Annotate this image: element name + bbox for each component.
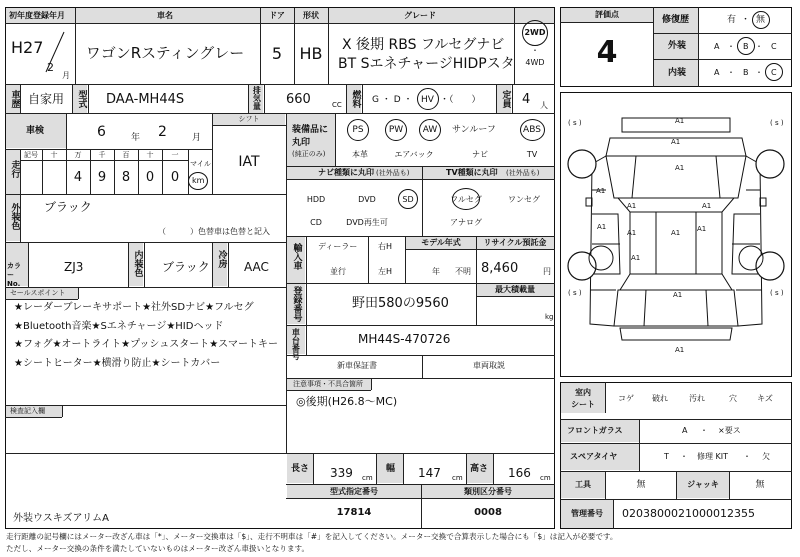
exterior-dot-2: ・	[755, 42, 763, 51]
divider	[421, 484, 422, 529]
tv-oneseg: ワンセグ	[508, 195, 540, 204]
management-number: 0203800021000012355	[622, 507, 755, 520]
divider	[639, 419, 640, 443]
divider	[403, 453, 404, 484]
type-number: 17814	[336, 507, 372, 518]
divider	[5, 242, 286, 243]
divider	[20, 84, 21, 113]
sheet-opt-1: コゲ	[618, 394, 634, 403]
mileage-digit-header: 十	[50, 151, 58, 159]
divider	[228, 242, 229, 287]
divider	[362, 84, 363, 113]
divider	[306, 236, 307, 283]
inspection-year-unit: 年	[131, 133, 141, 143]
damage-mark: A1	[627, 229, 637, 237]
exterior-c: C	[771, 42, 777, 51]
spare-dot-2: ・	[743, 452, 751, 461]
divider	[286, 355, 555, 356]
height-label: 高さ	[470, 464, 489, 474]
tv-title: TV種類に丸印	[446, 168, 498, 177]
tv-fullseg: フルセグ	[450, 195, 482, 204]
mileage-digit-header: 千	[98, 151, 106, 159]
mileage-digit-header: 十	[146, 151, 154, 159]
equip-aw: AW	[422, 125, 438, 135]
divider	[653, 33, 792, 34]
divider	[78, 287, 79, 299]
mileage-digit-header: 記号	[24, 151, 38, 159]
divider	[328, 8, 329, 84]
equip-navi: ナビ	[472, 150, 488, 159]
divider	[560, 22, 653, 23]
mileage-unit-km: km	[192, 176, 205, 185]
equip-airbag: エアバック	[394, 150, 434, 159]
tv-sub: (社外品も)	[506, 169, 540, 177]
rating-score: 4	[596, 35, 618, 70]
divider	[286, 179, 555, 180]
recycle-amount: 8,460	[481, 261, 519, 276]
recycle-yen: 円	[543, 267, 551, 276]
shape-label: 形状	[303, 11, 319, 20]
windshield-label: フロントガラス	[567, 426, 623, 435]
model-code: DAA-MH44S	[106, 92, 185, 107]
divider	[729, 471, 730, 499]
divider	[294, 8, 295, 84]
shape: HB	[299, 44, 323, 63]
doc-warranty: 新車保証書	[337, 361, 377, 370]
color-code-label: カラーNo.	[7, 262, 21, 289]
usage-label: 車歴	[9, 90, 20, 108]
repair-dot: ・	[741, 15, 751, 25]
chassis-label: 車台番号	[291, 328, 301, 360]
max-load-unit: kg	[545, 313, 554, 321]
divider	[512, 84, 513, 113]
notes-value: ◎後期(H26.8～MC)	[296, 395, 398, 408]
exterior-label: 外装	[668, 41, 687, 51]
divider	[20, 149, 21, 194]
divider	[162, 149, 163, 194]
fuel-label: 燃料	[350, 90, 361, 108]
notes-label: 注意事項・不具合箇所	[293, 380, 363, 388]
mileage-digit: 8	[121, 170, 131, 185]
damage-mark: A1	[697, 225, 707, 233]
inspector-label: 検査記入欄	[10, 407, 45, 415]
shift-label: シフト	[238, 115, 260, 123]
interior-color: ブラック	[162, 260, 210, 274]
divider	[605, 471, 606, 499]
jack-label: ジャッキ	[687, 480, 719, 489]
mileage-digit: 0	[145, 170, 155, 185]
capacity: 4	[522, 92, 531, 107]
car-name-label: 車名	[157, 11, 173, 20]
ac-label: 冷房	[216, 250, 227, 268]
damage-mark: A1	[675, 117, 685, 125]
damage-mark: A1	[702, 202, 712, 210]
exterior-dot-1: ・	[727, 42, 735, 51]
sales-line-4: ★シートヒーター★横滑り防止★シートカバー	[14, 358, 221, 369]
interior-color-label: 内装色	[132, 250, 143, 277]
divider	[286, 390, 371, 391]
inspection-month: 2	[158, 124, 167, 140]
footer-line-1: 走行距離の記号欄にはメーター改ざん車は「*」、メーター交換車は「$」、走行不明車は「#」を記入してください。メーター交換で合算表示した場合にも「$」は記入が必要です。	[6, 532, 618, 541]
divider	[66, 113, 67, 149]
car-name: ワゴンRスティングレー	[85, 44, 245, 62]
model-label: 型式	[76, 90, 87, 108]
divider	[264, 84, 265, 113]
windshield-a: A	[682, 426, 688, 435]
divider	[493, 453, 494, 484]
doors-label: ドア	[269, 11, 285, 20]
equipment-label-3: (純正のみ)	[292, 150, 326, 158]
usage-value: 自家用	[28, 92, 65, 106]
mileage-digit: 0	[170, 170, 180, 185]
doc-manual: 車両取説	[473, 361, 505, 370]
import-dealer: ディーラー	[318, 242, 358, 251]
shift-value: IAT	[238, 154, 260, 170]
mileage-digit-header: 百	[122, 151, 130, 159]
spare-label: スペアタイヤ	[570, 452, 618, 461]
tools-label: 工具	[575, 480, 591, 489]
first-reg-label: 初年度登録年月	[9, 11, 65, 20]
color-label: 外装色	[9, 203, 20, 230]
fuel-other: ・（ ）	[440, 95, 481, 105]
equip-leather: 本革	[352, 150, 368, 159]
type-number-label: 型式指定番号	[330, 487, 378, 496]
drive-dot: ・	[531, 46, 539, 55]
divider	[5, 453, 286, 454]
windshield-dot: ・	[700, 426, 708, 435]
inspection-month-unit: 月	[192, 133, 202, 143]
color-note: （ ）色替車は色替と記入	[158, 227, 270, 236]
divider	[5, 149, 212, 150]
spare-t: T	[664, 452, 669, 461]
equip-abs: ABS	[523, 125, 541, 135]
footer-line-2: ただし、メーター交換の条件を満たしていないものはメーター改ざん車扱いとなります。	[6, 544, 310, 553]
mileage-digit-header: 一	[171, 151, 179, 159]
import-right-h: 右H	[378, 242, 393, 251]
sales-line-3: ★フォグ★オートライト★プッシュスタート★スマートキー	[14, 339, 278, 350]
divider	[335, 113, 336, 166]
divider	[653, 59, 792, 60]
sheet-opt-2: 破れ	[652, 394, 668, 403]
rating-label: 評価点	[595, 10, 619, 19]
equip-ps: PS	[352, 125, 364, 135]
grade-label: グレード	[404, 11, 436, 20]
spare-kit: 修理 KIT	[697, 452, 729, 461]
sheet-label-2: シート	[571, 400, 595, 409]
drive-4wd: 4WD	[525, 58, 545, 67]
height-value: 166	[508, 466, 531, 480]
navi-cd: CD	[310, 218, 322, 227]
tire-mark: ( s )	[770, 289, 784, 297]
import-label: 輸入車	[291, 243, 302, 270]
grade-line1: X 後期 RBS フルセグナビ	[342, 37, 505, 53]
first-reg-month-unit: 月	[62, 71, 70, 80]
equipment-label-1: 装備品に	[292, 125, 329, 135]
navi-sd: SD	[402, 195, 414, 204]
cc-unit: CC	[332, 101, 342, 109]
inspection-label: 車検	[26, 126, 45, 136]
mileage-label: 走行	[9, 160, 20, 178]
mileage-digit-header: 万	[74, 151, 82, 159]
divider	[422, 355, 423, 378]
interior-dot-2: ・	[755, 68, 763, 77]
model-year-unit: 年	[432, 267, 440, 276]
mileage-digit: 9	[97, 170, 107, 185]
damage-mark: A1	[597, 223, 607, 231]
registration-label: 登録番号	[291, 286, 302, 322]
damage-mark: A1	[673, 291, 683, 299]
divider	[5, 417, 62, 418]
divider	[42, 149, 43, 194]
divider	[20, 194, 21, 242]
interior-b: B	[743, 68, 749, 77]
divider	[286, 389, 287, 453]
sheet-label-1: 室内	[575, 388, 591, 397]
grade-line2: BT SエネチャージHIDPスタ	[338, 56, 515, 72]
equip-tv: TV	[526, 150, 538, 159]
class-number: 0008	[474, 507, 502, 518]
damage-mark: A1	[671, 229, 681, 237]
class-number-label: 類別区分番号	[464, 487, 512, 496]
sheet-opt-4: 穴	[729, 394, 737, 403]
color-value: ブラック	[44, 200, 92, 214]
first-reg-era: H27	[11, 38, 44, 57]
displacement: 660	[286, 92, 311, 107]
divider	[90, 149, 91, 194]
divider	[5, 299, 78, 300]
windshield-x: ×要ス	[718, 426, 741, 435]
navi-sub: (社外品も)	[376, 169, 410, 177]
mileage-digit: 4	[73, 170, 83, 185]
equipment-label-2: 丸印	[292, 138, 311, 148]
divider	[476, 296, 555, 297]
divider	[28, 242, 29, 287]
spare-dot-1: ・	[680, 452, 688, 461]
model-year-unknown: 不明	[455, 267, 471, 276]
width-unit: cm	[452, 474, 463, 482]
divider	[260, 8, 261, 84]
capacity-unit: 人	[540, 101, 548, 110]
tire-mark: ( s )	[770, 119, 784, 127]
interior-c: C	[771, 68, 777, 77]
divider	[62, 405, 63, 417]
equip-pw: PW	[388, 125, 404, 135]
length-unit: cm	[362, 474, 373, 482]
sheet-opt-5: キズ	[757, 394, 773, 403]
inspector-value: 外装ウスキズアリムA	[13, 513, 109, 524]
registration-number: 野田580の9560	[352, 296, 449, 311]
divider	[698, 7, 699, 87]
capacity-label: 定員	[500, 90, 511, 108]
first-reg-month: 2	[47, 61, 54, 74]
damage-mark: A1	[671, 138, 681, 146]
sales-line-2: ★Bluetooth音楽★Sエネチャージ★HIDヘッド	[14, 321, 224, 332]
repair-yes: 有	[727, 15, 737, 25]
divider	[306, 325, 307, 355]
fuel-hv: HV	[421, 95, 434, 105]
equip-sunroof: サンルーフ	[452, 125, 496, 135]
displacement-label: 排気量	[252, 86, 262, 110]
damage-mark: A1	[631, 254, 641, 262]
model-year-label: モデル年式	[421, 238, 461, 247]
divider	[138, 149, 139, 194]
damage-mark: A1	[596, 187, 606, 195]
damage-mark: A1	[675, 164, 685, 172]
damage-mark: A1	[627, 202, 637, 210]
sales-line-1: ★レーダーブレーキサポート★社外SDナビ★フルセグ	[14, 302, 254, 313]
drive-2wd: 2WD	[524, 28, 546, 37]
width-value: 147	[418, 466, 441, 480]
doors: 5	[271, 44, 283, 63]
recycle-label: リサイクル預託金	[483, 238, 547, 247]
repair-no: 無	[756, 15, 766, 25]
exterior-b: B	[743, 42, 749, 51]
chassis-number: MH44S-470726	[358, 332, 451, 346]
fuel-options: G ・ D ・	[372, 95, 413, 105]
interior-label: 内装	[668, 68, 687, 78]
tv-analog: アナログ	[450, 218, 482, 227]
interior-dot-1: ・	[727, 68, 735, 77]
divider	[371, 378, 372, 390]
divider	[422, 166, 423, 236]
divider	[114, 149, 115, 194]
management-label: 管理番号	[571, 509, 603, 518]
ac-value: AAC	[244, 260, 269, 274]
length-value: 339	[330, 466, 353, 480]
navi-hdd: HDD	[306, 195, 326, 204]
damage-mark: A1	[675, 346, 685, 354]
divider	[405, 249, 555, 250]
import-left-h: 左H	[378, 267, 393, 276]
width-label: 幅	[386, 464, 396, 474]
navi-title: ナビ種類に丸印	[318, 168, 374, 177]
divider	[306, 283, 307, 325]
divider	[212, 125, 286, 126]
exterior-a: A	[714, 42, 720, 51]
divider	[66, 149, 67, 194]
divider	[5, 194, 286, 195]
tire-mark: ( s )	[568, 119, 582, 127]
divider	[188, 149, 189, 194]
length-label: 長さ	[291, 464, 310, 474]
divider	[313, 453, 314, 484]
sheet-opt-3: 汚れ	[689, 394, 705, 403]
jack-value: 無	[755, 480, 765, 490]
divider	[639, 443, 640, 471]
navi-dvd-play: DVD再生可	[346, 218, 388, 227]
tools-value: 無	[636, 480, 646, 490]
divider	[286, 325, 555, 326]
divider	[88, 84, 89, 113]
repair-label: 修復歴	[662, 15, 690, 25]
divider	[605, 382, 606, 413]
divider	[368, 236, 369, 283]
height-unit: cm	[540, 474, 551, 482]
inspection-year: 6	[97, 124, 106, 140]
divider	[514, 8, 515, 84]
spare-none: 欠	[762, 452, 770, 461]
divider	[144, 242, 145, 287]
max-load-label: 最大積載量	[495, 285, 535, 294]
divider	[75, 8, 76, 84]
interior-a: A	[714, 68, 720, 77]
divider	[5, 23, 555, 24]
tire-mark: ( s )	[568, 289, 582, 297]
divider	[613, 499, 614, 529]
sales-points-label: セールスポイント	[10, 289, 66, 297]
import-parallel: 並行	[330, 267, 346, 276]
navi-dvd: DVD	[358, 195, 376, 204]
color-code: ZJ3	[64, 260, 84, 274]
mileage-unit-mile: マイル	[190, 160, 211, 168]
divider	[286, 453, 555, 454]
